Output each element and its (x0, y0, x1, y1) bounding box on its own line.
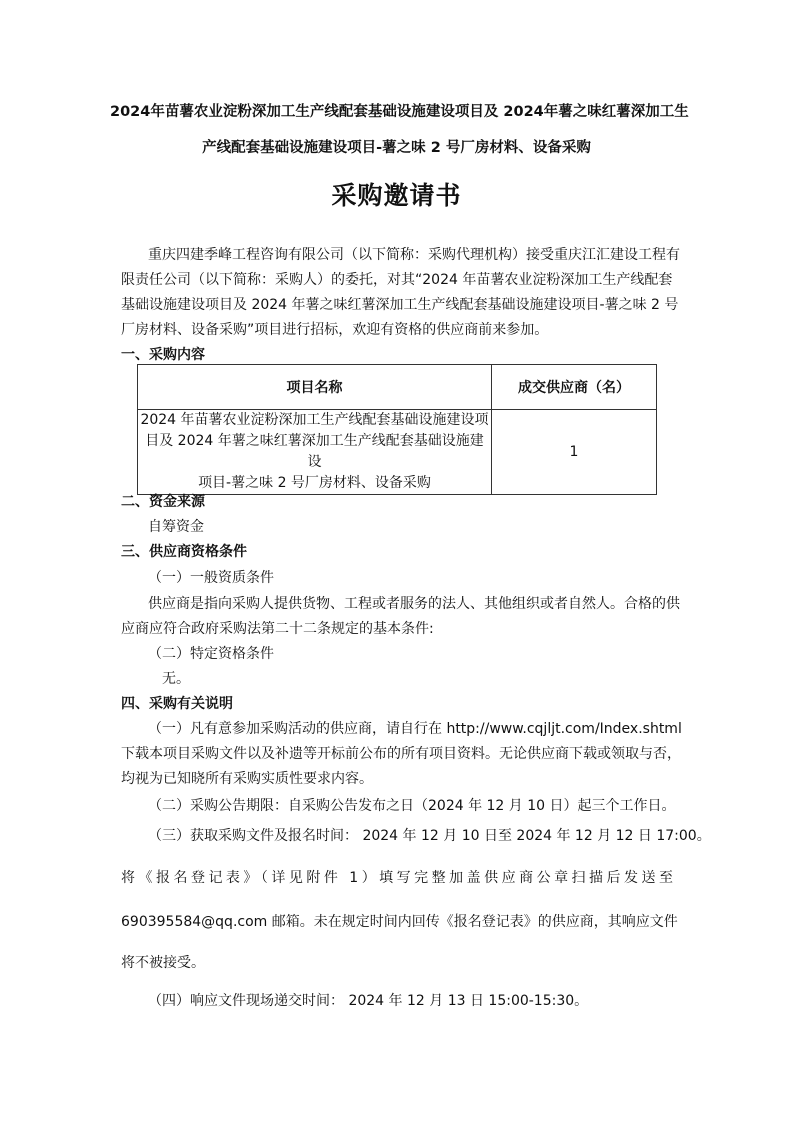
sec3-sub-2: （二）特定资格条件 (148, 646, 274, 662)
sec4-p1-line-3: 均视为已知晓所有采购实质性要求内容。 (121, 771, 373, 787)
sec3-text-2: 应商应符合政府采购法第二十二条规定的基本条件: (121, 621, 434, 637)
section-3-heading: 三、供应商资格条件 (121, 544, 247, 560)
procurement-table (137, 364, 657, 495)
sec3-text-1: 供应商是指向采购人提供货物、工程或者服务的法人、其他组织或者自然人。合格的供 (148, 596, 680, 612)
intro-line-2: 限责任公司（以下简称：采购人）的委托，对其“2024 年苗薯农业淀粉深加工生产线配套 (121, 272, 673, 288)
cell-line: 2024 年苗薯农业淀粉深加工生产线配套基础设施建设项 (140, 412, 489, 428)
cell-project-name (138, 410, 492, 495)
main-title: 采购邀请书 (331, 181, 462, 210)
sec4-p1-line-1: （一）凡有意参加采购活动的供应商，请自行在 http://www.cqjljt.com/Index.shtml (148, 721, 682, 737)
cell-supplier-count: 1 (492, 410, 657, 495)
section-4-heading: 四、采购有关说明 (121, 696, 233, 712)
funding-source: 自筹资金 (148, 519, 204, 535)
intro-line-1: 重庆四建季峰工程咨询有限公司（以下简称：采购代理机构）接受重庆江汇建设工程有 (148, 247, 680, 263)
sec4-p1-line-2: 下载本项目采购文件以及补遗等开标前公布的所有项目资料。无论供应商下载或领取与否， (121, 746, 681, 762)
sec3-none: 无。 (162, 671, 190, 687)
sec4-p4: （四）响应文件现场递交时间： 2024 年 12 月 13 日 15:00-15:30。 (148, 993, 589, 1009)
table-header-row (138, 365, 657, 410)
sec4-p3: （三）获取采购文件及报名时间： 2024 年 12 月 10 日至 2024 年 12 月 12 日 17:00。 (148, 828, 711, 844)
intro-line-3: 基础设施建设项目及 2024 年薯之味红薯深加工生产线配套基础设施建设项目-薯之味 2 号 (121, 297, 679, 313)
section-2-heading: 二、资金来源 (121, 494, 205, 510)
intro-line-4: 厂房材料、设备采购”项目进行招标，欢迎有资格的供应商前来参加。 (121, 322, 549, 338)
sec4-p3-line-4: 将不被接受。 (121, 955, 205, 971)
sec4-p2: （二）采购公告期限：自采购公告发布之日（2024 年 12 月 10 日）起三个工作日。 (148, 798, 676, 814)
header-project-name: 项目名称 (138, 365, 492, 410)
section-1-heading: 一、采购内容 (121, 347, 205, 363)
sec4-p3-line-3: 690395584@qq.com 邮箱。未在规定时间内回传《报名登记表》的供应商，其响应文件 (121, 914, 678, 930)
sec3-sub-1: （一）一般资质条件 (148, 570, 274, 586)
doc-title-line-2: 产线配套基础设施建设项目-薯之味 2 号厂房材料、设备采购 (202, 140, 591, 156)
table-row (138, 410, 657, 495)
header-supplier-count: 成交供应商（名） (492, 365, 657, 410)
sec4-p3-line-2: 将《报名登记表》（详见附件 1）填写完整加盖供应商公章扫描后发送至 (121, 870, 673, 886)
cell-line: 项目-薯之味 2 号厂房材料、设备采购 (198, 475, 431, 491)
doc-title-line-1: 2024年苗薯农业淀粉深加工生产线配套基础设施建设项目及 2024年薯之味红薯深加工生 (110, 104, 689, 120)
cell-line: 目及 2024 年薯之味红薯深加工生产线配套基础设施建设 (145, 433, 484, 470)
